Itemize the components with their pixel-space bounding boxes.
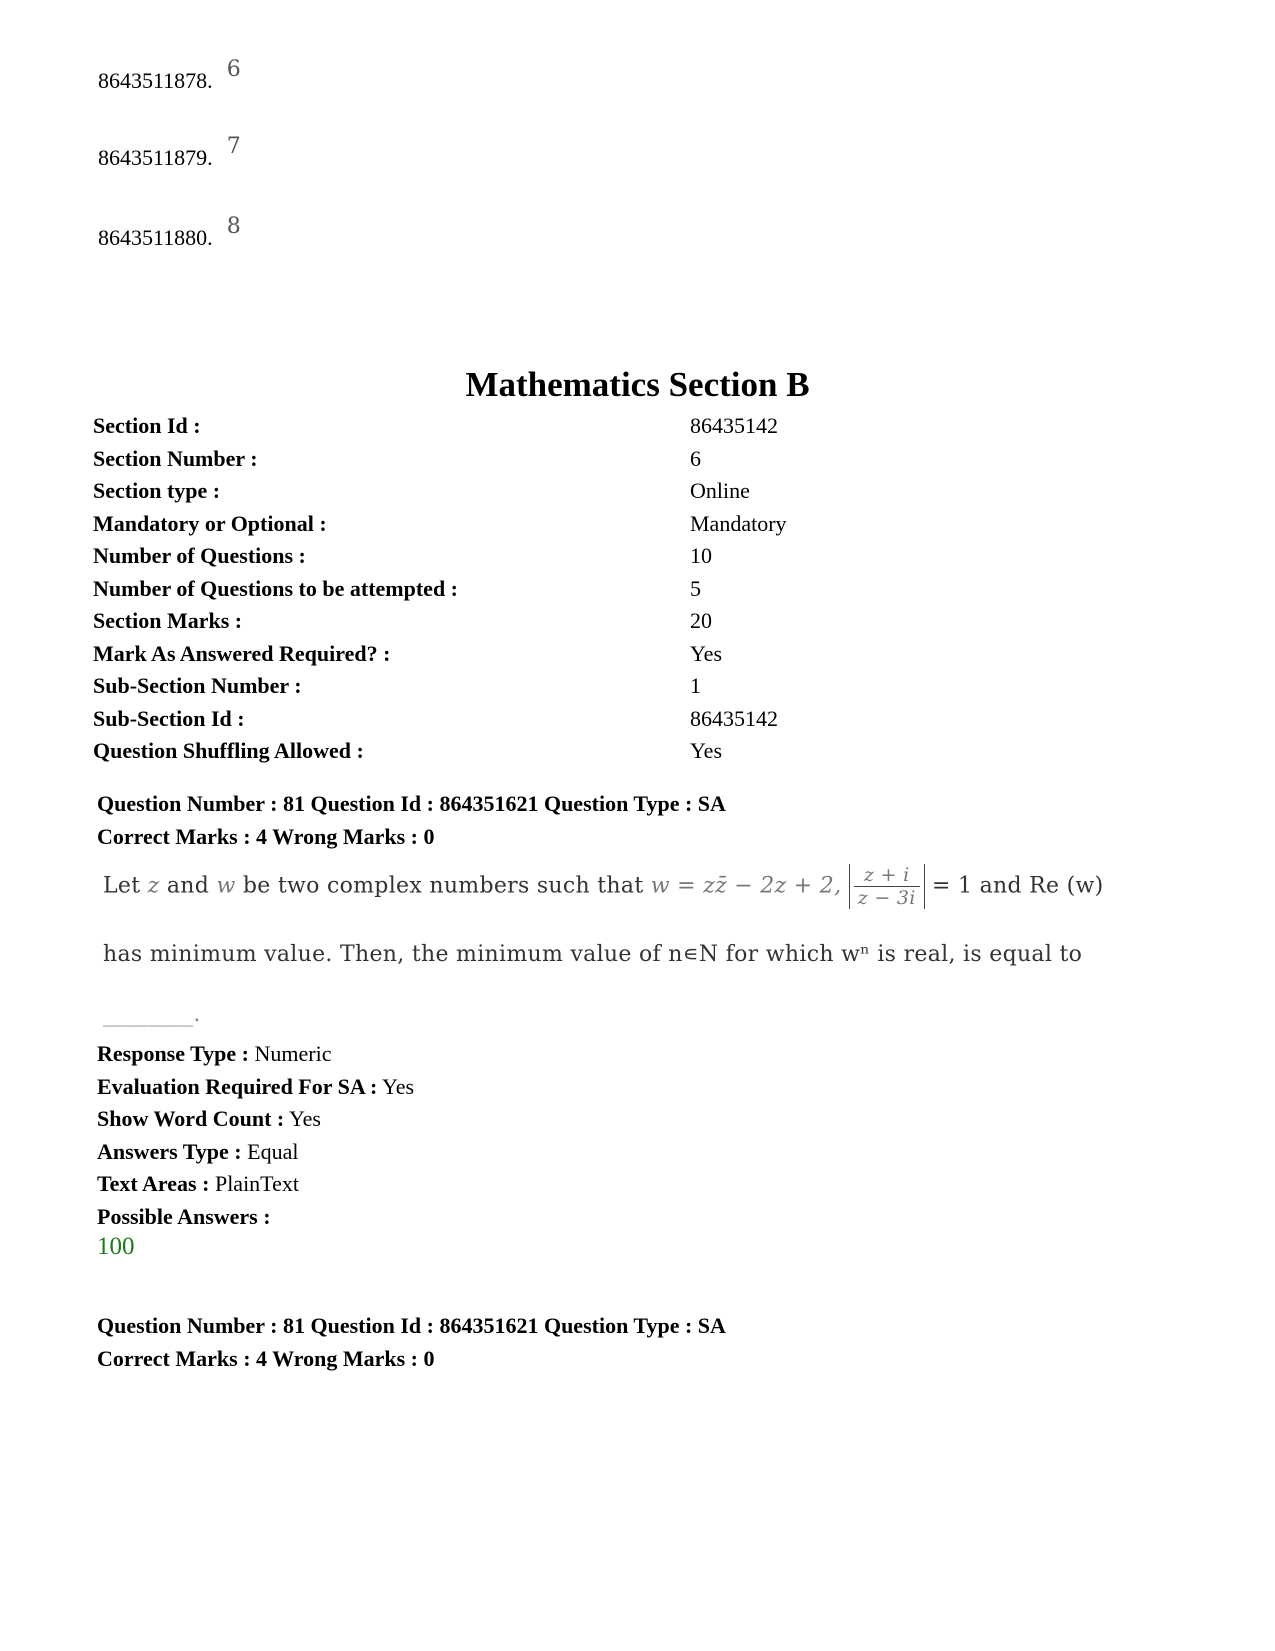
info-row (93, 443, 1193, 476)
question-marks: Correct Marks : 4 Wrong Marks : 0 (97, 1345, 435, 1371)
info-label: Sub-Section Id : (93, 705, 245, 731)
answer-blank: ________. (103, 1002, 201, 1027)
response-label: Show Word Count : (97, 1106, 285, 1131)
info-row (93, 605, 1193, 638)
math-var: z (147, 873, 160, 899)
info-label: Number of Questions to be attempted : (93, 575, 459, 601)
response-value: Yes (288, 1106, 321, 1131)
question-text-line2: has minimum value. Then, the minimum value of n∊N for which wⁿ is real, is equal to (103, 942, 1083, 967)
option-row (98, 214, 241, 251)
info-value: Yes (690, 738, 723, 764)
info-label: Number of Questions : (93, 543, 306, 569)
info-value: 86435142 (690, 413, 778, 439)
question-text: and (159, 873, 217, 899)
response-details (97, 1038, 414, 1233)
response-label: Answers Type : (97, 1138, 242, 1164)
info-label: Mandatory or Optional : (93, 510, 327, 536)
info-value: Online (690, 478, 750, 504)
info-value: 5 (690, 575, 701, 601)
response-value: Numeric (254, 1041, 332, 1066)
possible-answer: 100 (97, 1233, 135, 1260)
response-value: PlainText (214, 1171, 299, 1196)
info-label: Section Id : (93, 413, 201, 439)
info-row (93, 735, 1193, 768)
info-row (93, 703, 1193, 736)
response-row (97, 1201, 414, 1234)
info-label: Sub-Section Number : (93, 673, 302, 699)
option-value: 7 (226, 134, 241, 159)
info-row (93, 410, 1193, 443)
info-value: 10 (690, 543, 712, 569)
question-text: = 1 and Re (w) (924, 873, 1104, 899)
question-text: Let (103, 873, 148, 899)
option-row (98, 57, 241, 94)
question-header-block (97, 788, 726, 853)
response-row (97, 1168, 414, 1201)
option-row (98, 134, 241, 171)
option-id: 8643511878. (98, 68, 213, 93)
response-value: Yes (382, 1073, 415, 1099)
option-value: 8 (226, 214, 241, 239)
response-row (97, 1103, 414, 1136)
info-label: Mark As Answered Required? : (93, 640, 391, 666)
question-text: be two complex numbers such that (235, 873, 651, 899)
info-label: Section Marks : (93, 608, 243, 634)
info-label: Section Number : (93, 445, 258, 471)
info-value: 6 (690, 445, 701, 471)
section-info-table (93, 410, 1193, 768)
info-row (93, 638, 1193, 671)
question-header-block (97, 1310, 726, 1375)
fraction-denominator: z − 3i (857, 887, 916, 909)
response-label: Evaluation Required For SA : (97, 1073, 378, 1099)
question-text-line1 (103, 864, 1183, 909)
response-row (97, 1071, 414, 1104)
info-row (93, 475, 1193, 508)
info-row (93, 540, 1193, 573)
info-value: 20 (690, 608, 712, 634)
info-value: Yes (690, 640, 723, 666)
response-label: Text Areas : (97, 1171, 210, 1196)
info-value: 86435142 (690, 705, 778, 731)
math-expression: w = zz̄ − 2z + 2, (650, 873, 842, 899)
response-row (97, 1136, 414, 1169)
math-var: w (216, 873, 236, 899)
fraction-numerator: z + i (854, 864, 920, 887)
option-id: 8643511880. (98, 225, 213, 250)
info-label: Section type : (93, 478, 221, 504)
response-value: Equal (247, 1138, 299, 1164)
option-value: 6 (226, 57, 241, 82)
info-value: 1 (690, 673, 701, 699)
modulus-fraction (849, 864, 925, 909)
section-title: Mathematics Section B (465, 365, 810, 404)
info-value: Mandatory (690, 510, 787, 536)
question-header: Question Number : 81 Question Id : 864351621 Question Type : SA (97, 791, 726, 816)
info-row (93, 508, 1193, 541)
option-id: 8643511879. (98, 145, 213, 170)
info-row (93, 670, 1193, 703)
info-label: Question Shuffling Allowed : (93, 738, 364, 764)
question-marks: Correct Marks : 4 Wrong Marks : 0 (97, 823, 435, 849)
info-row (93, 573, 1193, 606)
response-label: Response Type : (97, 1041, 249, 1066)
response-label: Possible Answers : (97, 1203, 271, 1229)
question-header: Question Number : 81 Question Id : 864351621 Question Type : SA (97, 1313, 726, 1338)
response-row (97, 1038, 414, 1071)
